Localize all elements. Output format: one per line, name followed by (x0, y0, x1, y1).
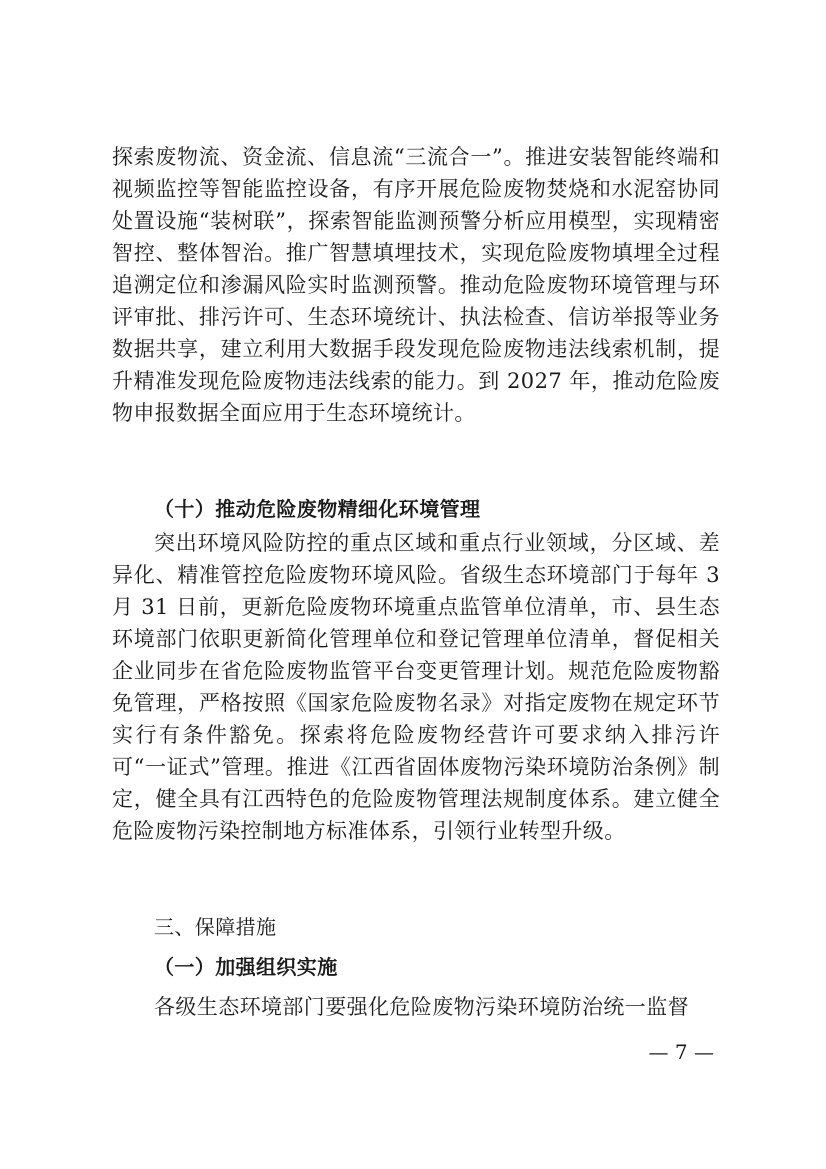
page-number: — 7 — (648, 1040, 714, 1064)
section-heading-safeguards: 三、保障措施 (154, 915, 277, 939)
paragraph-risk-management: 突出环境风险防控的重点区域和重点行业领域，分区域、差异化、精准管控危险废物环境风险。省级生态环境部门于每年 3 月 31 日前，更新危险废物环境重点监管单位清单，市、县生态环境部门依职更新简化管理单位和登记管理单位清单，督促相关企业同步在省危险废物监管平台变更管理计划。规范危险废物豁免管理，严格按照《国家危险废物名录》对指定废物在规定环节实行有条件豁免。探索将危险废物经营许可要求纳入排污许可“一证式”管理。推进《江西省固体废物污染环境防治条例》制定，健全具有江西特色的危险废物管理法规制度体系。建立健全危险废物污染控制地方标准体系，引领行业转型升级。 (112, 531, 720, 843)
subsection-heading-10: （十）推动危险废物精细化环境管理 (154, 497, 481, 521)
paragraph-continued: 探索废物流、资金流、信息流“三流合一”。推进安装智能终端和视频监控等智能监控设备，有序开展危险废物焚烧和水泥窑协同处置设施“装树联”，探索智能监测预警分析应用模型，实现精密智控、整体智治。推广智慧填埋技术，实现危险废物填埋全过程追溯定位和渗漏风险实时监测预警。推动危险废物环境管理与环评审批、排污许可、生态环境统计、执法检查、信访举报等业务数据共享，建立利用大数据手段发现危险废物违法线索机制，提升精准发现危险废物违法线索的能力。到 2027 年，推动危险废物申报数据全面应用于生态环境统计。 (112, 145, 720, 425)
paragraph-organization: 各级生态环境部门要强化危险废物污染环境防治统一监督 (154, 995, 689, 1019)
body-text (112, 141, 720, 1023)
subsection-heading-organization: （一）加强组织实施 (154, 955, 338, 979)
